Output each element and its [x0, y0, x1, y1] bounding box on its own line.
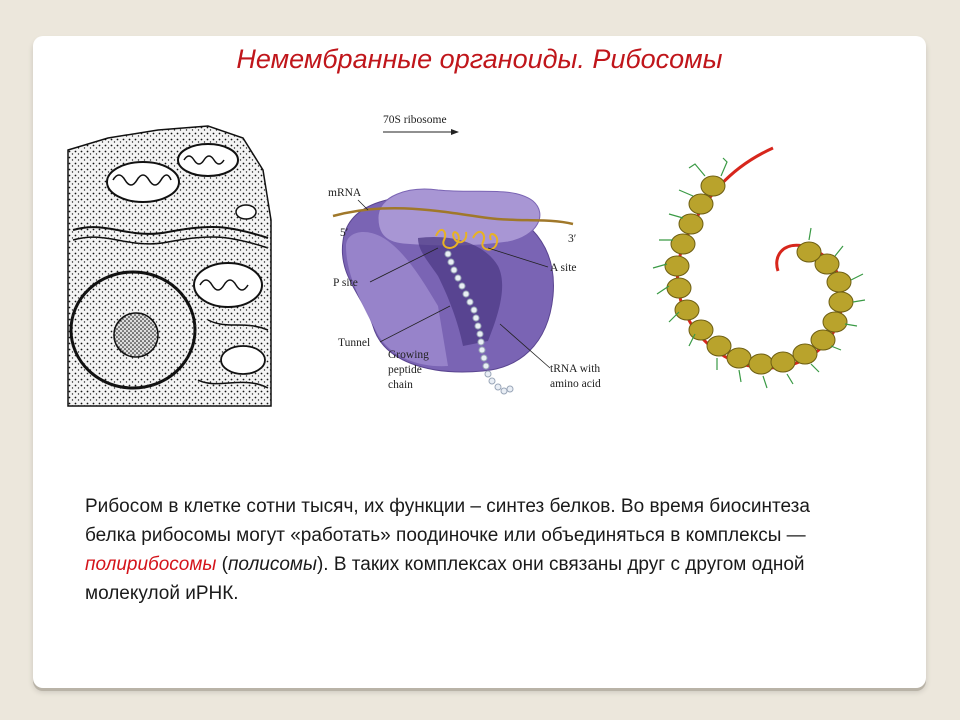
- trna-label-line2: amino acid: [550, 378, 601, 390]
- peptide-caption: [388, 346, 508, 406]
- polysome-term: полисомы: [227, 554, 317, 575]
- tunnel-label: Tunnel: [338, 337, 371, 349]
- trna-label-line1: tRNA with: [550, 363, 601, 375]
- five-prime-label: 5′: [340, 227, 349, 239]
- three-prime-label: 3′: [568, 233, 577, 245]
- mrna-label: mRNA: [328, 187, 362, 199]
- a-site-label: A site: [550, 262, 577, 274]
- polyribosome-highlight: полирибосомы: [85, 554, 217, 575]
- slide: [33, 36, 926, 688]
- body-text-part3: ). В таких комплексах они связаны друг с другом одной молекулой иРНК.: [85, 554, 805, 604]
- polysome-illustration: [613, 136, 873, 406]
- peptide-label-line1: Growing: [388, 349, 429, 361]
- peptide-label-line2: peptide: [388, 364, 422, 376]
- body-paragraph: [85, 492, 865, 608]
- ribosome-cluster: [665, 176, 853, 374]
- cell-illustration: [68, 120, 271, 406]
- page-title: Немембранные органоиды. Рибосомы: [236, 44, 723, 74]
- body-text-part2: (: [216, 554, 228, 575]
- body-text-part1: Рибосом в клетке сотни тысяч, их функции – синтез белков. Во время биосинтеза белка рибосомы могут «работать» поодиночке или объединяться в комплексы —: [85, 496, 810, 546]
- ribosome-header-label: 70S ribosome: [383, 114, 447, 126]
- peptide-label-line3: chain: [388, 379, 413, 391]
- p-site-label: P site: [333, 277, 358, 289]
